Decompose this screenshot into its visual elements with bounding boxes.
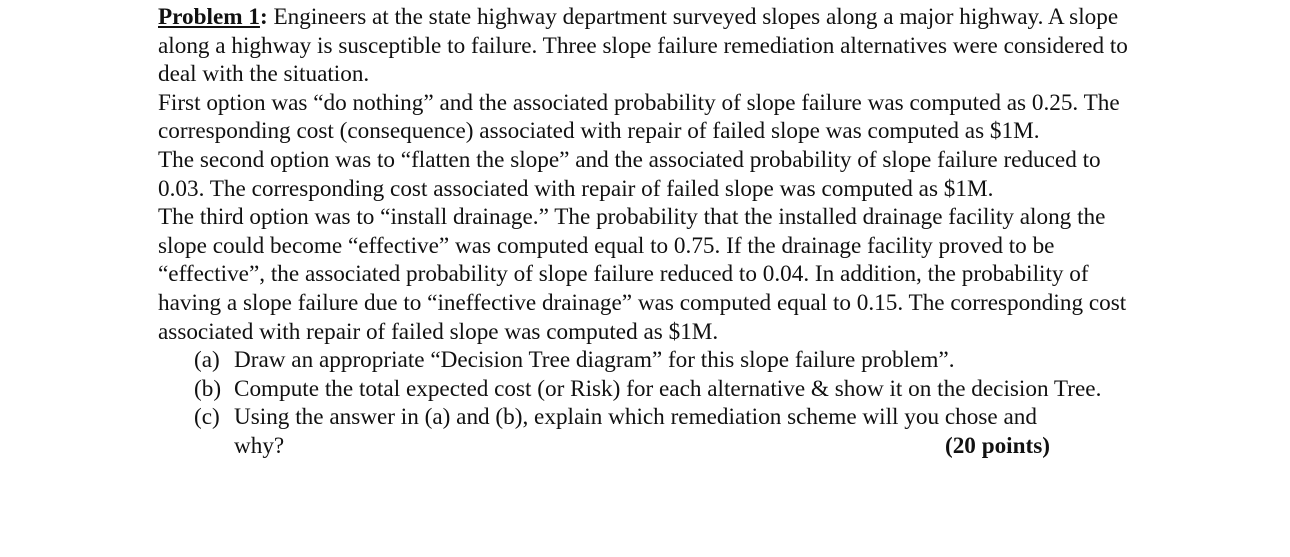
question-b-marker: (b) xyxy=(194,375,222,402)
option-three-paragraph: The third option was to “install drainage.” The probability that the installed drainage facility along the slope could become “effective” was computed equal to 0.75. If the drainage facility proved to be “effective”, the associated probability of slope failure reduced to 0.04. In addition, the probability of having a slope failure due to “ineffective drainage” was computed equal to 0.15. The corresponding cost associated with repair of failed slope was computed as $1M. xyxy=(158,204,1127,345)
problem-title: Problem 1 xyxy=(158,4,260,30)
question-c-text: Using the answer in (a) and (b), explain which remediation scheme will you chose and xyxy=(234,404,1037,431)
question-c-marker: (c) xyxy=(194,404,220,431)
question-a xyxy=(158,346,1138,375)
question-b-text: Compute the total expected cost (or Risk) for each alternative & show it on the decision Tree. xyxy=(234,375,1102,402)
question-c-text-end: why? xyxy=(234,432,285,459)
problem-intro-text: Engineers at the state highway department surveyed slopes along a major highway. A slope along a highway is susceptible to failure. Three slope failure remediation alternatives were considered to deal with the situation. xyxy=(158,4,1128,88)
question-c xyxy=(158,403,1138,460)
option-two-paragraph: The second option was to “flatten the slope” and the associated probability of slope failure reduced to 0.03. The corresponding cost associated with repair of failed slope was computed as $1M. xyxy=(158,146,1101,202)
question-a-text: Draw an appropriate “Decision Tree diagram” for this slope failure problem”. xyxy=(234,347,955,374)
question-a-marker: (a) xyxy=(194,347,220,374)
points-label: (20 points) xyxy=(944,432,1050,459)
problem-title-colon: : xyxy=(259,4,268,30)
option-one-paragraph: First option was “do nothing” and the associated probability of slope failure was computed as 0.25. The corresponding cost (consequence) associated with repair of failed slope was computed as $1M. xyxy=(158,89,1120,145)
problem-document xyxy=(158,3,1138,461)
question-c-last-line xyxy=(234,432,1138,461)
question-b xyxy=(158,375,1138,404)
problem-intro xyxy=(158,3,1138,89)
